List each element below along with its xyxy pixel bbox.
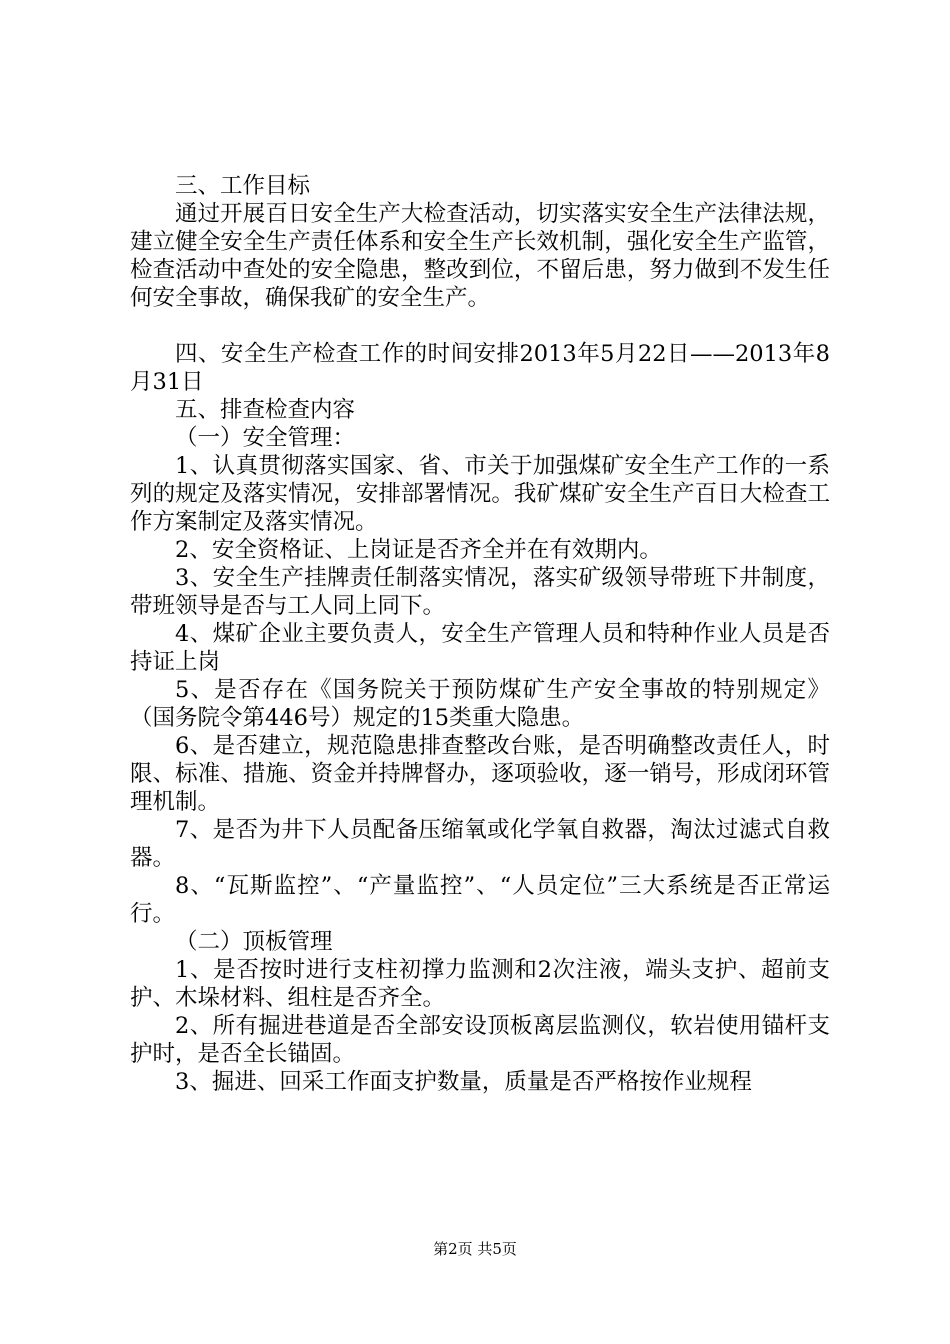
list-item: 2、所有掘进巷道是否全部安设顶板离层监测仪，软岩使用锚杆支护时，是否全长锚固。 [130, 1013, 830, 1067]
section-heading-schedule: 四、安全生产检查工作的时间安排2013年5月22日——2013年8月31日 [130, 341, 830, 395]
list-item: 5、是否存在《国务院关于预防煤矿生产安全事故的特别规定》（国务院令第446号）规定的15类重大隐患。 [130, 677, 830, 731]
subsection-heading-roof-management: （二）顶板管理 [175, 929, 333, 955]
paragraph-goals-body: 通过开展百日安全生产大检查活动，切实落实安全生产法律法规，建立健全安全生产责任体系和安全生产长效机制，强化安全生产监管，检查活动中查处的安全隐患，整改到位，不留后患，努力做到不发生任何安全事故，确保我矿的安全生产。 [130, 201, 830, 311]
section-heading-inspection-content: 五、排查检查内容 [175, 397, 356, 423]
list-item: 1、认真贯彻落实国家、省、市关于加强煤矿安全生产工作的一系列的规定及落实情况，安排部署情况。我矿煤矿安全生产百日大检查工作方案制定及落实情况。 [130, 453, 830, 535]
page-number-footer: 第2页 共5页 [433, 1240, 517, 1258]
list-item: 4、煤矿企业主要负责人，安全生产管理人员和特种作业人员是否持证上岗 [130, 621, 830, 675]
list-item: 1、是否按时进行支柱初撑力监测和2次注液，端头支护、超前支护、木垛材料、组柱是否齐全。 [130, 957, 830, 1011]
list-item: 3、掘进、回采工作面支护数量，质量是否严格按作业规程 [175, 1069, 752, 1095]
list-item: 3、安全生产挂牌责任制落实情况，落实矿级领导带班下井制度，带班领导是否与工人同上同下。 [130, 565, 830, 619]
subsection-heading-safety-management: （一）安全管理： [175, 425, 356, 451]
list-item: 8、“瓦斯监控”、“产量监控”、“人员定位”三大系统是否正常运行。 [130, 873, 830, 927]
list-item: 2、安全资格证、上岗证是否齐全并在有效期内。 [175, 537, 662, 563]
document-body [130, 172, 830, 1096]
list-item: 6、是否建立，规范隐患排查整改台账，是否明确整改责任人，时限、标准、措施、资金并持牌督办，逐项验收，逐一销号，形成闭环管理机制。 [130, 733, 830, 815]
section-heading-goals: 三、工作目标 [175, 173, 311, 199]
list-item: 7、是否为井下人员配备压缩氧或化学氧自救器，淘汰过滤式自救器。 [130, 817, 830, 871]
